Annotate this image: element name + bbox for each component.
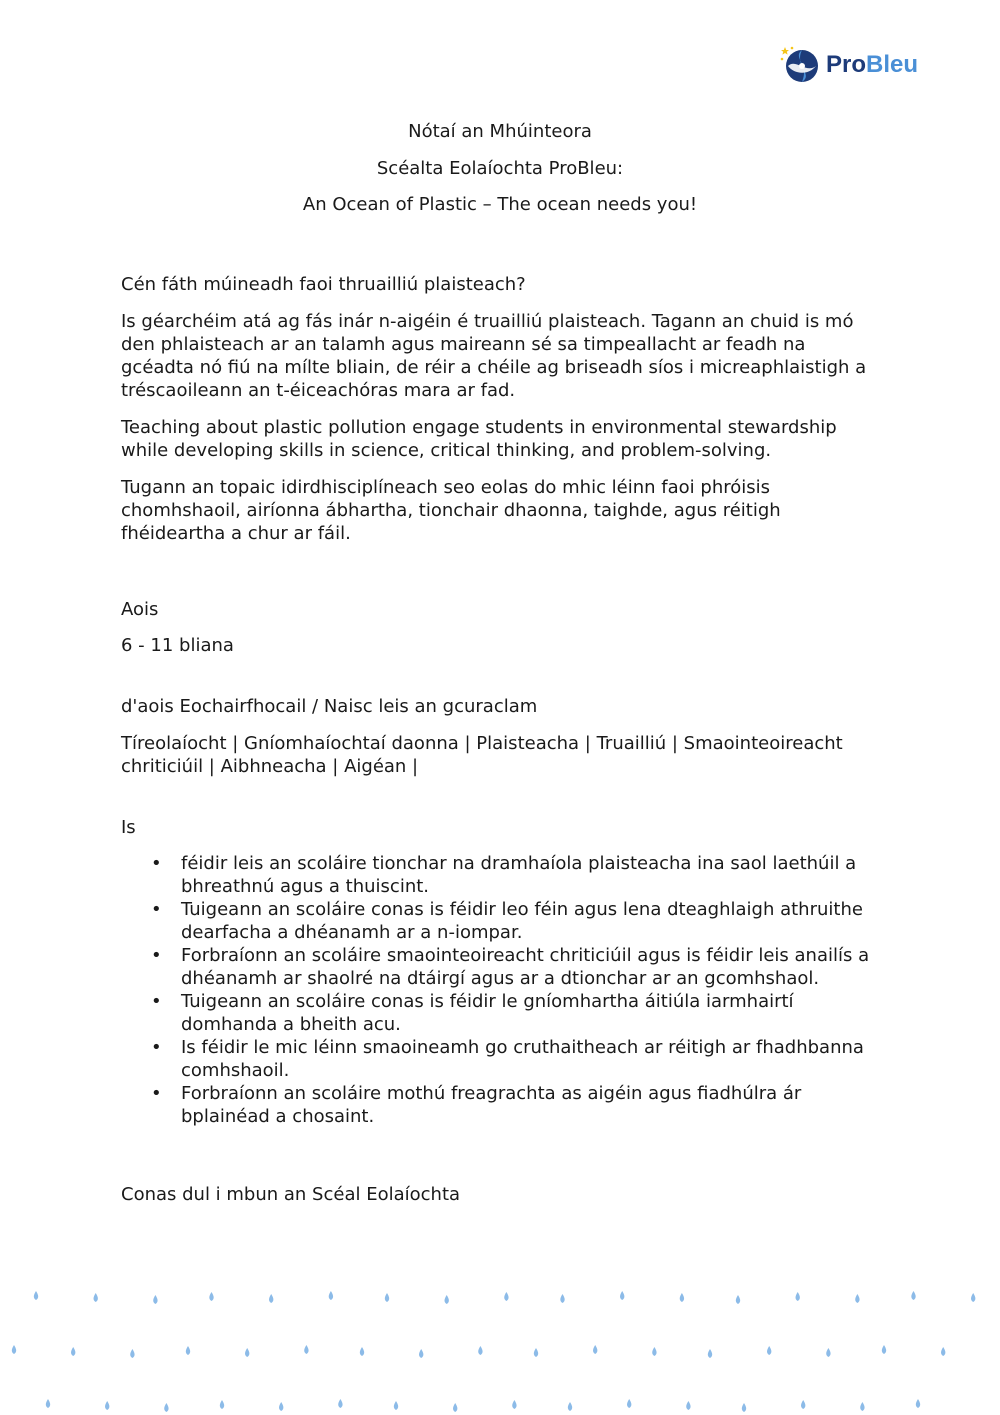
age-value: 6 - 11 bliana (121, 635, 234, 656)
water-drop-icon (304, 1345, 308, 1354)
water-drop-icon (478, 1346, 482, 1355)
list-item: • féidir leis an scoláire tionchar na dramhaíola plaisteacha ina saol laethúil a bhreathnú agus a thuiscint. (151, 853, 857, 897)
list-item: • Tuigeann an scoláire conas is féidir le gníomhartha áitiúla iarmhairtí domhanda a bheith acu. (151, 991, 794, 1035)
water-drop-icon (860, 1402, 864, 1411)
water-drop-icon (105, 1401, 109, 1410)
probleu-logo-text: ProBleu (826, 50, 919, 78)
water-drop-icon (736, 1295, 740, 1304)
bullet-icon: • (151, 1083, 162, 1104)
water-drop-icon (385, 1293, 389, 1302)
water-drop-icon (94, 1293, 98, 1302)
list-item: • Tuigeann an scoláire conas is féidir leo féin agus lena dteaghlaigh athruithe dearfacha a dhéanamh ar a n-iompar. (151, 899, 863, 943)
water-drop-icon (971, 1293, 975, 1302)
water-drop-icon (560, 1294, 564, 1303)
water-drop-icon (882, 1345, 886, 1354)
water-drop-icon (801, 1400, 805, 1409)
outcomes-heading: Is (121, 817, 136, 838)
bullet-icon: • (151, 899, 162, 920)
water-drop-icon (680, 1293, 684, 1302)
water-drop-icon (686, 1401, 690, 1410)
why-paragraph-2: Teaching about plastic pollution engage students in environmental stewardship while developing skills in science, critical thinking, and problem-solving. (121, 417, 837, 461)
list-item: • Forbraíonn an scoláire smaointeoireacht chriticiúil agus is féidir leis anailís a dhéanamh ar shaolré na dtáirgí agus ar a dtionchar ar an gcomhshaol. (151, 945, 870, 989)
water-drop-icon (329, 1291, 333, 1300)
bullet-icon: • (151, 945, 162, 966)
list-item: • Is féidir le mic léinn smaoineamh go cruthaitheach ar réitigh ar fhadhbanna comhshaoil. (151, 1037, 864, 1081)
water-drop-icon (338, 1399, 342, 1408)
bullet-icon: • (151, 991, 162, 1012)
water-drop-icon (46, 1399, 50, 1408)
water-drop-icon (153, 1295, 157, 1304)
water-drop-icon (568, 1402, 572, 1411)
outcomes-list (121, 852, 881, 1128)
water-drop-icon (245, 1348, 249, 1357)
water-drop-icon (164, 1403, 168, 1412)
water-drop-icon (453, 1403, 457, 1412)
water-drop-icon (767, 1346, 771, 1355)
water-drop-icon (534, 1348, 538, 1357)
water-drop-icon (911, 1291, 915, 1300)
bullet-icon: • (151, 853, 162, 874)
water-drop-icon (512, 1400, 516, 1409)
water-drop-icon (394, 1401, 398, 1410)
story-title: An Ocean of Plastic – The ocean needs you! (302, 194, 698, 215)
water-drop-icon (826, 1348, 830, 1357)
water-drop-icon (652, 1347, 656, 1356)
keywords-heading: d'aois Eochairfhocail / Naisc leis an gcuraclam (121, 696, 538, 717)
water-drop-icon (504, 1292, 508, 1301)
water-drop-icon (209, 1292, 213, 1301)
water-drop-icon (796, 1292, 800, 1301)
water-drop-icon (742, 1403, 746, 1412)
water-drop-icon (708, 1349, 712, 1358)
bullet-icon: • (151, 1037, 162, 1058)
why-paragraph-3: Tugann an topaic idirdhisciplíneach seo eolas do mhic léinn faoi phróisis chomhshaoil, airíonna ábhartha, tionchair dhaonna, taighde, agus réitigh fhéideartha a chur ar fáil. (121, 477, 781, 544)
water-drop-icon (445, 1295, 449, 1304)
water-drop-icon (220, 1400, 224, 1409)
water-drop-icon (34, 1291, 38, 1300)
water-drop-icon (916, 1399, 920, 1408)
water-drop-icon (12, 1345, 16, 1354)
probleu-logo (780, 44, 918, 84)
water-drop-icon (279, 1402, 283, 1411)
water-drop-icon (360, 1347, 364, 1356)
probleu-logo-icon (780, 44, 820, 84)
why-paragraph-1: Is géarchéim atá ag fás inár n-aigéin é truailliú plaisteach. Tagann an chuid is mó den phlaisteach ar an talamh agus maireann sé sa timpeallacht ar feadh na gcéadta nó fiú na mílte bliain, de réir a chéile ag briseadh síos i micreaphlaistigh a tréscaoileann an t-éiceachóras mara ar fad. (121, 311, 867, 401)
age-heading: Aois (121, 599, 159, 620)
howto-heading: Conas dul i mbun an Scéal Eolaíochta (121, 1184, 461, 1205)
water-drop-icon (269, 1294, 273, 1303)
water-drop-icon (620, 1291, 624, 1300)
water-drop-icon (941, 1347, 945, 1356)
water-drop-icon (71, 1347, 75, 1356)
document-title: Nótaí an Mhúinteora (408, 121, 592, 142)
water-drop-icon (627, 1399, 631, 1408)
keywords-value: Tíreolaíocht | Gníomhaíochtaí daonna | Plaisteacha | Truailliú | Smaointeoireacht chriticiúil | Aibhneacha | Aigéan | (121, 733, 843, 777)
list-item: • Forbraíonn an scoláire mothú freagrachta as aigéin agus fiadhúlra ár bplainéad a chosaint. (151, 1083, 802, 1127)
water-drop-icon (855, 1294, 859, 1303)
water-drop-icon (419, 1349, 423, 1358)
water-drop-icon (130, 1349, 134, 1358)
document-subtitle: Scéalta Eolaíochta ProBleu: (376, 158, 624, 179)
decorative-drops-pattern (0, 1280, 1000, 1415)
why-heading: Cén fáth múineadh faoi thruailliú plaisteach? (121, 274, 526, 295)
water-drop-icon (186, 1346, 190, 1355)
water-drop-icon (593, 1345, 597, 1354)
